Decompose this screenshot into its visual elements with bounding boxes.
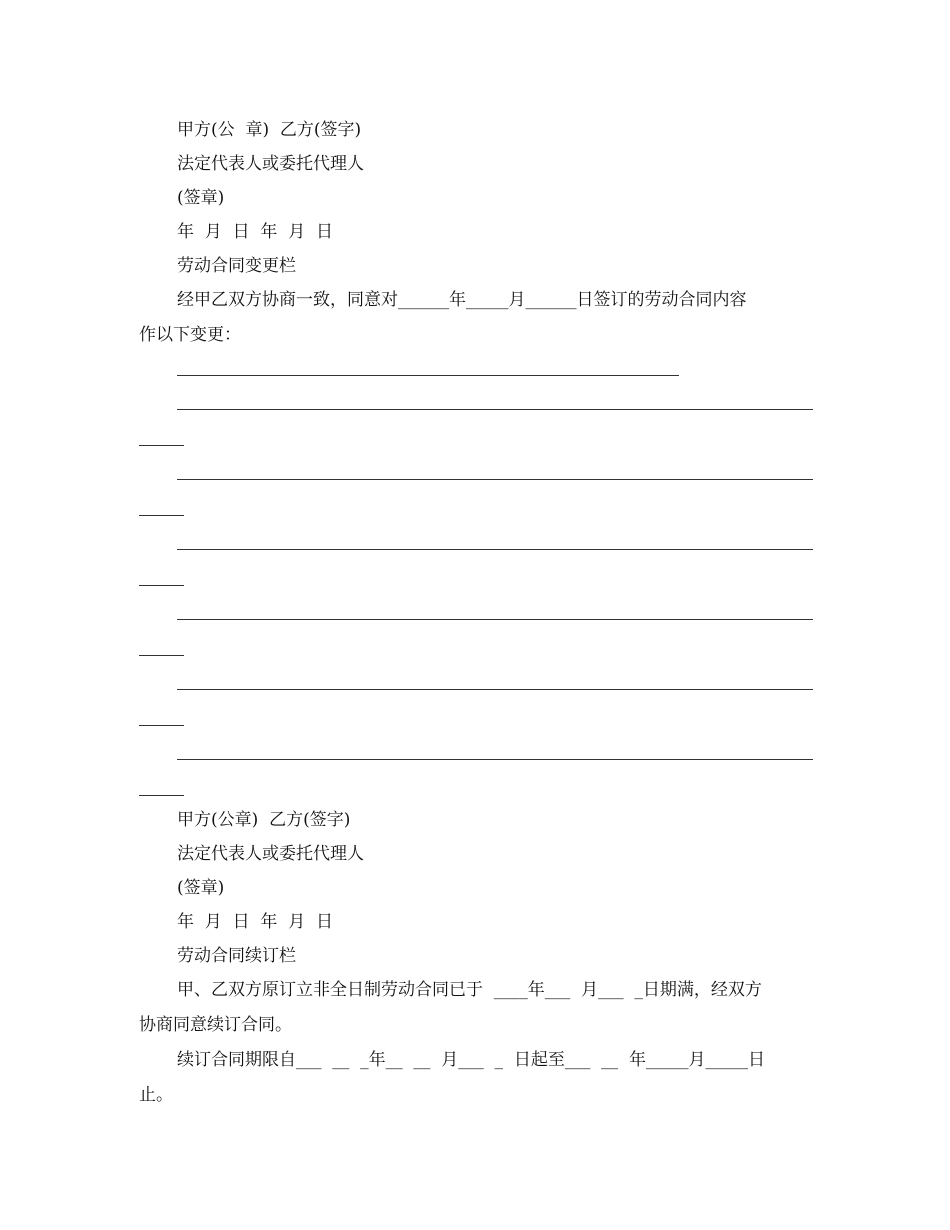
renewal-para-2-line-2: 止。: [139, 1085, 173, 1105]
blank-rule-continuation: [139, 445, 184, 446]
blank-rule: [177, 619, 813, 620]
blank-rule: [177, 689, 813, 690]
date-line: 年 月 日 年 月 日: [177, 222, 334, 242]
representative-label: 法定代表人或委托代理人: [177, 844, 364, 864]
section-heading-change: 劳动合同变更栏: [177, 256, 296, 276]
seal-label: (签章): [177, 188, 225, 208]
renewal-para-1-line-1: 甲、乙双方原订立非全日制劳动合同已于 ____年___ 月___ _日期满，经双方: [177, 980, 762, 1000]
blank-rule: [177, 409, 813, 410]
section-heading-renewal: 劳动合同续订栏: [177, 946, 296, 966]
blank-rule: [177, 549, 813, 550]
blank-rule: [177, 375, 679, 376]
change-intro-line-1: 经甲乙双方协商一致，同意对______年_____月______日签订的劳动合同内容: [177, 290, 747, 310]
date-line: 年 月 日 年 月 日: [177, 912, 334, 932]
blank-rule-continuation: [139, 725, 184, 726]
renewal-para-1-line-2: 协商同意续订合同。: [139, 1015, 292, 1035]
blank-rule: [177, 759, 813, 760]
blank-rule-continuation: [139, 655, 184, 656]
signature-line: 甲方(公 章) 乙方(签字): [177, 120, 362, 140]
blank-rule-continuation: [139, 585, 184, 586]
blank-rule-continuation: [139, 515, 184, 516]
seal-label: (签章): [177, 878, 225, 898]
blank-rule: [177, 479, 813, 480]
blank-rule-continuation: [139, 795, 184, 796]
signature-line: 甲方(公章) 乙方(签字): [177, 810, 351, 830]
renewal-para-2-line-1: 续订合同期限自___ __ _年__ __ 月___ _ 日起至___ __ 年_____月_____日: [177, 1050, 765, 1070]
representative-label: 法定代表人或委托代理人: [177, 154, 364, 174]
change-intro-line-2: 作以下变更：: [139, 325, 241, 345]
